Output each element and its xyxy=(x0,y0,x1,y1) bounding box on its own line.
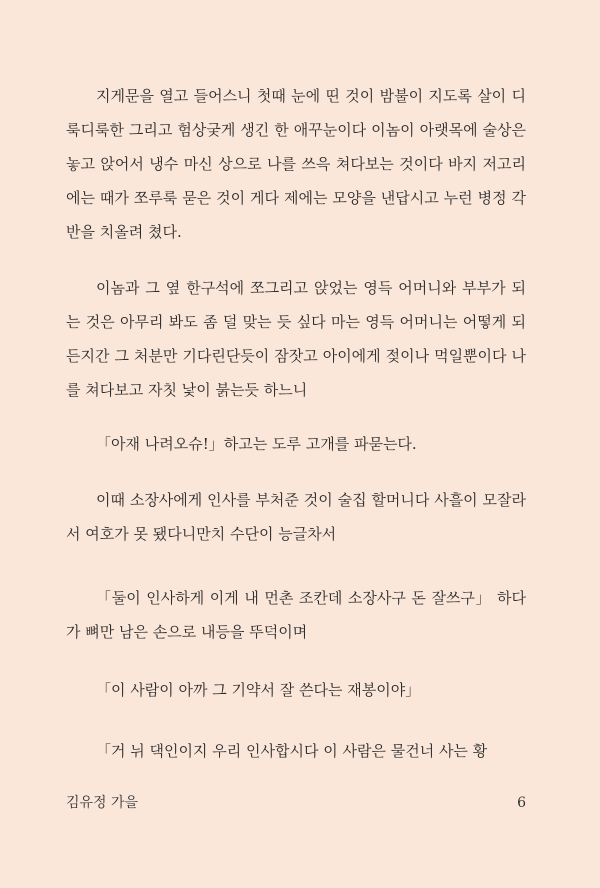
paragraph-3: 「아재 나려오슈!」하고는 도루 고개를 파묻는다. xyxy=(96,435,417,453)
paragraph-7: 「거 뉘 댁인이지 우리 인사합시다 이 사람은 물건너 사는 황 xyxy=(96,742,488,760)
paragraph-2: 이놈과 그 옆 한구석에 쪼그리고 앉었는 영득 어머니와 부부가 되는 것은 아무리 봐도 좀 덜 맞는 듯 싶다 마는 영득 어머니는 어떻게 되든지간 그 처분만 기다린단듯이 잠잣고 아이에게 젖이나 먹일뿐이다 나를 쳐다보고 자칫 낯이 붉는듯 하느니 xyxy=(66,279,526,399)
page-number: 6 xyxy=(517,795,526,811)
paragraph-1: 지게문을 열고 들어스니 첫때 눈에 띤 것이 밤불이 지도록 살이 디룩디룩한 그리고 험상궂게 생긴 한 애꾸눈이다 이놈이 아랫목에 술상은 놓고 앉어서 냉수 마신 상으로 나를 쓰윽 쳐다보는 것이다 바지 저고리에는 때가 쪼루룩 묻은 것이 게다 제에는 모양을 낸답시고 누런 병정 각반을 치올려 쳤다. xyxy=(66,87,526,241)
page xyxy=(66,0,526,888)
paragraph-4: 이때 소장사에게 인사를 부처준 것이 술집 할머니다 사흘이 모잘라서 여호가 못 됐다니만치 수단이 능글차서 xyxy=(66,491,526,543)
footer-title: 김유정 가을 xyxy=(66,795,139,811)
paragraph-5: 「둘이 인사하게 이게 내 먼촌 조칸데 소장사구 돈 잘쓰구」 하다가 뼈만 남은 손으로 내등을 뚜덕이며 xyxy=(66,589,526,641)
paragraph-6: 「이 사람이 아까 그 기약서 잘 쓴다는 재봉이야」 xyxy=(96,681,421,699)
